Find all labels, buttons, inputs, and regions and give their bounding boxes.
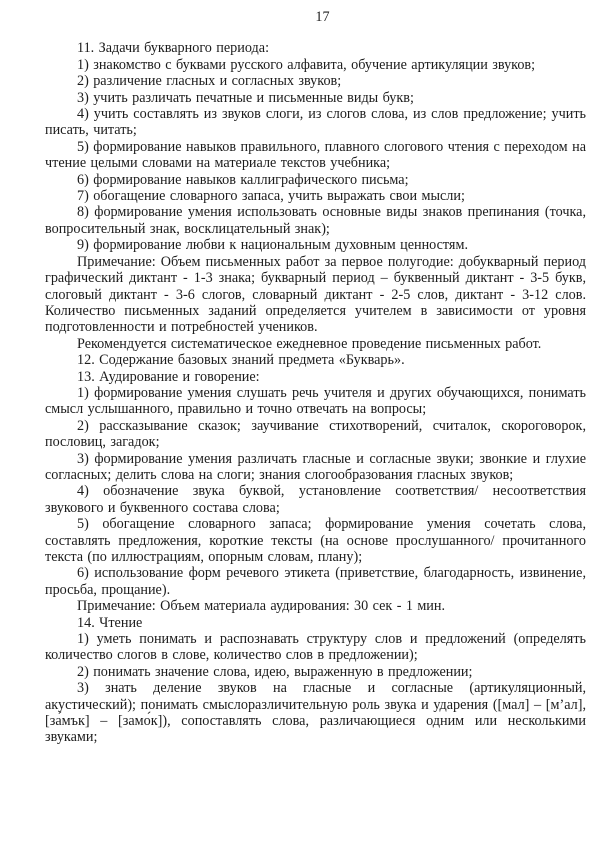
paragraph-reading-2: 2) понимать значение слова, идею, выраженную в предложении; <box>77 663 473 680</box>
paragraph-task-heading: 11. Задачи букварного периода: <box>77 40 270 57</box>
paragraph-section-12: 12. Содержание базовых знаний предмета «Букварь». <box>77 352 405 369</box>
paragraph-item-6: 6) формирование навыков каллиграфического письма; <box>77 171 409 188</box>
paragraph-item-3: 3) учить различать печатные и письменные виды букв; <box>77 89 414 106</box>
paragraph-item-7: 7) обогащение словарного запаса, учить выражать свои мысли; <box>77 188 465 205</box>
paragraph-note-audio: Примечание: Объем материала аудирования: 30 сек - 1 мин. <box>77 598 446 615</box>
page-number: 17 <box>315 9 330 25</box>
paragraph-listening-1: 1) формирование умения слушать речь учителя и других обучающихся, понимать смысл услышанного, правильно и точно отвечать на вопросы; <box>45 384 586 418</box>
paragraph-section-14: 14. Чтение <box>77 614 143 631</box>
paragraph-listening-2: 2) рассказывание сказок; заучивание стихотворений, считалок, скороговорок, пословиц, загадок; <box>45 417 586 451</box>
paragraph-reading-3: 3) знать деление звуков на гласные и согласные (артикуляционный, акустический); понимать смыслоразличительную роль звука и ударения ([мал] – [м’ал], [за́мък] – [замо́к]), сопоставлять слова, различающиеся одним или несколькими звуками; <box>45 680 586 746</box>
paragraph-recommendation: Рекомендуется систематическое ежедневное проведение письменных работ. <box>77 335 542 352</box>
document-body <box>45 40 586 745</box>
paragraph-item-9: 9) формирование любви к национальным духовным ценностям. <box>77 237 468 254</box>
paragraph-item-8: 8) формирование умения использовать основные виды знаков препинания (точка, вопросительный знак, восклицательный знак); <box>45 204 586 237</box>
paragraph-item-1: 1) знакомство с буквами русского алфавита, обучение артикуляции звуков; <box>77 56 536 73</box>
paragraph-listening-4: 4) обозначение звука буквой, установление соответствия/ несоответствия звукового и буквенного состава слова; <box>45 483 586 516</box>
paragraph-listening-3: 3) формирование умения различать гласные и согласные звуки; звонкие и глухие согласных; делить слова на слоги; знания слогообразования гласных звуков; <box>45 450 586 483</box>
paragraph-item-5: 5) формирование навыков правильного, плавного слогового чтения с переходом на чтение целыми словами на материале текстов учебника; <box>45 138 586 172</box>
paragraph-reading-1: 1) уметь понимать и распознавать структуру слов и предложений (определять количество слогов в слове, количество слов в предложении); <box>45 631 586 664</box>
paragraph-item-4: 4) учить составлять из звуков слоги, из слогов слова, из слов предложение; учить писать, читать; <box>45 106 586 139</box>
paragraph-section-13: 13. Аудирование и говорение: <box>77 368 260 385</box>
paragraph-listening-6: 6) использование форм речевого этикета (приветствие, благодарность, извинение, просьба, прощание). <box>45 565 586 598</box>
paragraph-item-2: 2) различение гласных и согласных звуков; <box>77 73 342 90</box>
paragraph-note-written-work: Примечание: Объем письменных работ за первое полугодие: добукварный период графический диктант - 1-3 знака; букварный период – буквенный диктант - 3-5 букв, слоговый диктант - 3-6 слогов, словарный диктант - 2-5 слов, диктант - 3-12 слов. Количество письменных заданий определяется учителем в зависимости от уровня подготовленности и потребностей учеников. <box>45 253 586 336</box>
paragraph-listening-5: 5) обогащение словарного запаса; формирование умения сочетать слова, составлять предложения, короткие тексты (на основе прослушанного/ прочитанного текста (по иллюстрациям, опорным словам, плану); <box>45 516 586 565</box>
